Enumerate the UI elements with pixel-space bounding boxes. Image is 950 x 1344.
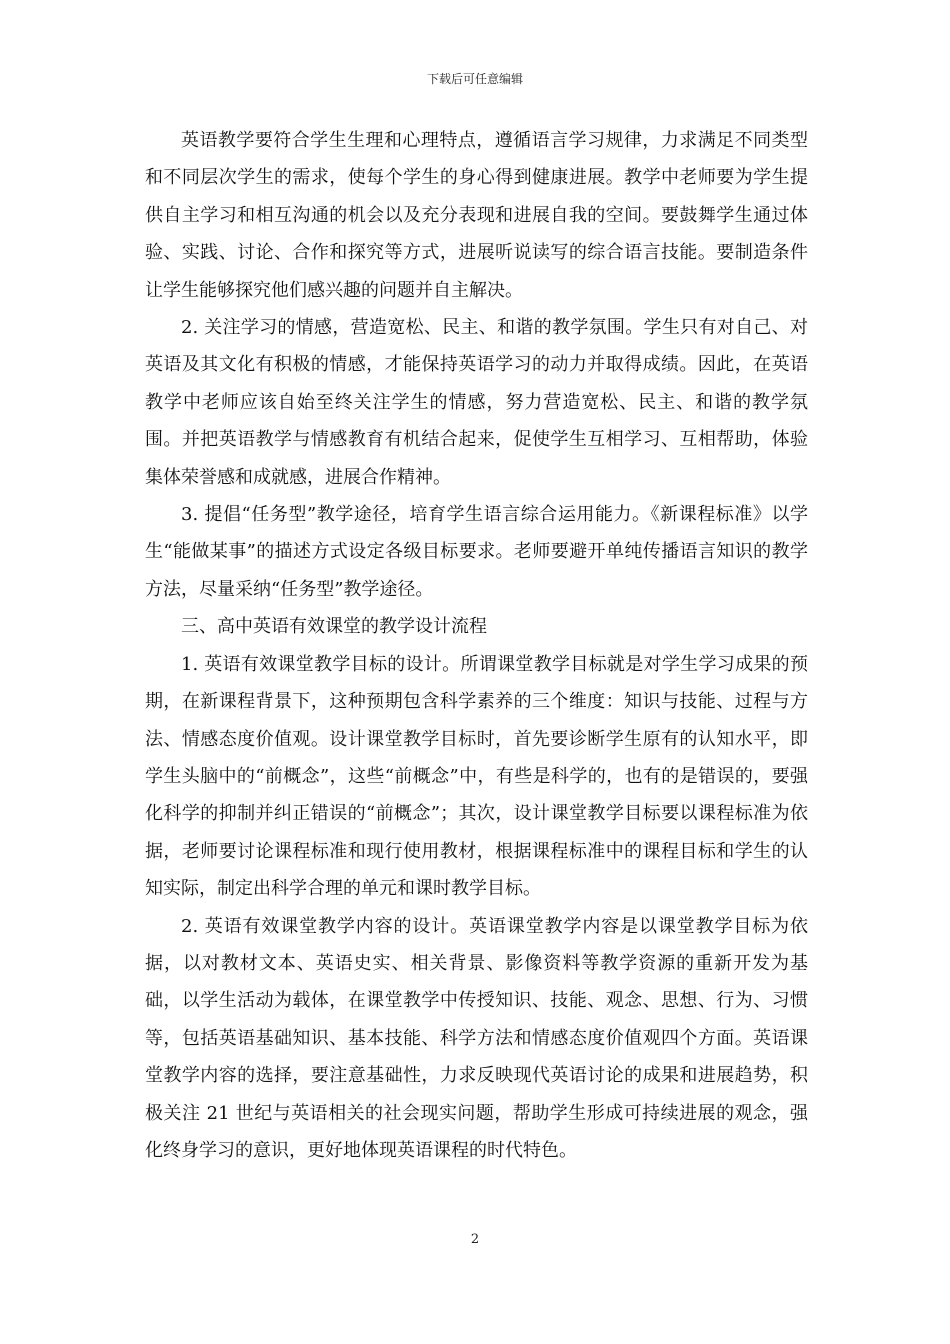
page-header: 下载后可任意编辑 <box>426 72 523 86</box>
document-body <box>145 122 808 1169</box>
paragraph-goal-design: 1. 英语有效课堂教学目标的设计。所谓课堂教学目标就是对学生学习成果的预期，在新课程背景下，这种预期包含科学素养的三个维度：知识与技能、过程与方法、情感态度价值观。设计课堂教学目标时，首先要诊断学生原有的认知水平，即学生头脑中的“前概念”，这些“前概念”中，有些是科学的，也有的是错误的，要强化科学的抑制并纠正错误的“前概念”；其次，设计课堂教学目标要以课程标准为依据，老师要讨论课程标准和现行使用教材，根据课程标准中的课程目标和学生的认知实际，制定出科学合理的单元和课时教学目标。 <box>145 653 808 900</box>
paragraph-point-2-emotion: 2. 关注学习的情感，营造宽松、民主、和谐的教学氛围。学生只有对自己、对英语及其文化有积极的情感，才能保持英语学习的动力并取得成绩。因此，在英语教学中老师应该自始至终关注学生的情感，努力营造宽松、民主、和谐的教学氛围。并把英语教学与情感教育有机结合起来，促使学生互相学习、互相帮助，体验集体荣誉感和成就感，进展合作精神。 <box>145 317 808 488</box>
paragraph-intro: 英语教学要符合学生生理和心理特点，遵循语言学习规律，力求满足不同类型和不同层次学生的需求，使每个学生的身心得到健康进展。教学中老师要为学生提供自主学习和相互沟通的机会以及充分表现和进展自我的空间。要鼓舞学生通过体验、实践、讨论、合作和探究等方式，进展听说读写的综合语言技能。要制造条件让学生能够探究他们感兴趣的问题并自主解决。 <box>145 130 808 301</box>
section-heading-3: 三、高中英语有效课堂的教学设计流程 <box>181 616 487 638</box>
page-number: 2 <box>470 1232 480 1247</box>
paragraph-point-3-task: 3. 提倡“任务型”教学途径，培育学生语言综合运用能力。《新课程标准》以学生“能做某事”的描述方式设定各级目标要求。老师要避开单纯传播语言知识的教学方法，尽量采纳“任务型”教学途径。 <box>145 504 808 600</box>
paragraph-content-design: 2. 英语有效课堂教学内容的设计。英语课堂教学内容是以课堂教学目标为依据，以对教材文本、英语史实、相关背景、影像资料等教学资源的重新开发为基础，以学生活动为载体，在课堂教学中传授知识、技能、观念、思想、行为、习惯等，包括英语基础知识、基本技能、科学方法和情感态度价值观四个方面。英语课堂教学内容的选择，要注意基础性，力求反映现代英语讨论的成果和进展趋势，积极关注 21 世纪与英语相关的社会现实问题，帮助学生形成可持续进展的观念，强化终身学习的意识，更好地体现英语课程的时代特色。 <box>145 915 808 1161</box>
